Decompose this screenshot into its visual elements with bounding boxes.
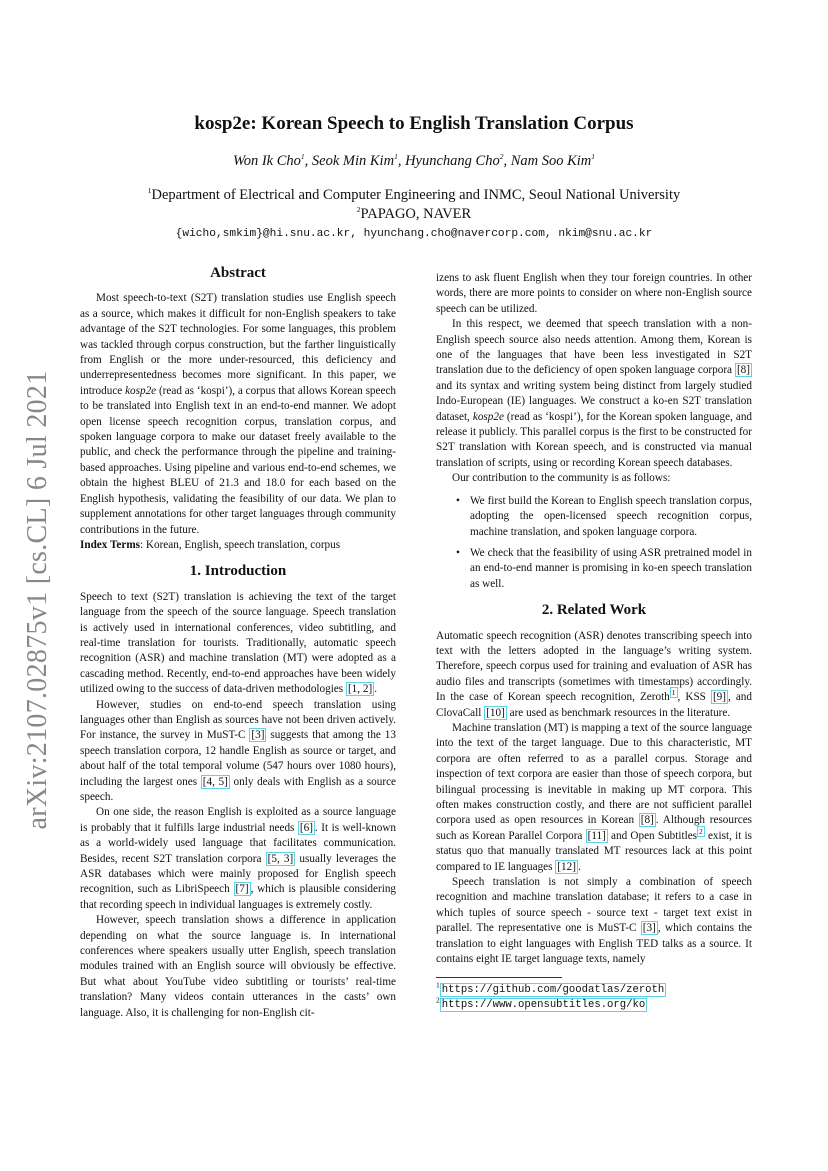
citation-link[interactable]: [5, 3] — [267, 852, 294, 865]
intro-paragraph: However, speech translation shows a difference in application depending on what the source language is. In international conferences where speakers usually utter English, speech translation modules trained with an English source will obviously be effective. But what about YouTube video subtitling or tourists’ real-time translation? Many videos contain utterances in the casts’ own language. Also, it is challenging for non-English cit- — [80, 914, 396, 1019]
citation-link[interactable]: [8] — [736, 364, 750, 377]
author-name: Seok Min Kim — [311, 153, 395, 169]
intro-paragraph: Our contribution to the community is as follows: — [452, 472, 671, 485]
related-work-heading: 2. Related Work — [541, 602, 647, 619]
author-emails: {wicho,smkim}@hi.snu.ac.kr, hyunchang.cho@navercorp.com, nkim@snu.ac.kr — [175, 228, 653, 240]
intro-paragraph: On one side, the reason English is exploited as a source language is probably that it fulfills large industrial needs [6] . It is well-known as a world-widely used language that facilitates communication. Besides, recent S2T translation corpora [5, 3] usually leverages the ASR databases which were mainly proposed for English speech recognition, such as LibriSpeech [7] , which is plausible considering that recording speech in individual languages is extremely costly. — [80, 806, 397, 911]
citation-link[interactable]: [10] — [486, 706, 505, 719]
paper-title: kosp2e: Korean Speech to English Translation Corpus — [194, 113, 634, 134]
citation-link[interactable]: [12] — [557, 860, 576, 873]
affiliation-1: Department of Electrical and Computer Engineering and INMC, Seoul National University — [151, 187, 681, 203]
index-terms: Index Terms: Korean, English, speech translation, corpus — [80, 538, 341, 551]
introduction-heading: 1. Introduction — [189, 563, 287, 580]
intro-paragraph: izens to ask fluent English when they tour foreign countries. In other words, there are more points to consider on where non-English source speech can be utilized. — [436, 272, 752, 315]
affiliations: $^1$Department of Electrical and Computer Engineering and INMC, Seoul National University $^2$PAPAGO, NAVER — [147, 186, 681, 222]
contribution-list — [436, 494, 752, 592]
arxiv-side-identifier: arXiv:2107.02875v1 [cs.CL] 6 Jul 2021 — [22, 370, 53, 830]
citation-link[interactable]: [9] — [712, 691, 726, 704]
left-column — [80, 266, 396, 1021]
author-list: Won Ik Cho$^1$, Seok Min Kim$^1$, Hyunchang Cho$^2$, Nam Soo Kim$^1$ — [232, 152, 596, 169]
citation-link[interactable]: [4, 5] — [202, 775, 228, 788]
footnote-2: $^2$ https://www.opensubtitles.org/ko — [436, 995, 646, 1012]
intro-paragraph: In this respect, we deemed that speech translation with a non-English speech source also needs attention. Among them, Korean is one of the languages that have been less investigated in S2T translation due to the deficiency of open spoken language corpora [8] and its syntax and writing system being distinct from largely studied Indo-European (IE) languages. We construct a ko-en S2T translation dataset, kosp2e (read as ‘kospi’), for the Korean spoken language, and release it publicly. This parallel corpus is the first to be constructed for S2T translation with Korean speech, and is constructed via manual translation of scripts, using or recording Korean speech databases. — [436, 318, 753, 469]
citation-link[interactable]: [3] — [642, 922, 656, 935]
related-paragraph: Machine translation (MT) is mapping a text of the source language into the text of the target language. Due to this characteristic, MT corpora are often referred to as a parallel corpus. Storage and inspection of text corpora are easier than those of speech corpora, but bilingual processing is inevitable in making up MT corpora. This often makes construction costly, and there are not sufficient parallel corpora used as open resources in Korean [8] . Although resources such as Korean Parallel Corpora [11] and Open Subtitles $^2$ exist, it is status quo that manually translated MT resources lack at this point compared to IE languages [12] . — [436, 721, 753, 873]
citation-link[interactable]: [3] — [251, 729, 265, 742]
intro-paragraph: Speech to text (S2T) translation is achieving the text of the target language from the speech of the source language. Speech translation is actively used in international conferences, video subtitling, and real-time translation for tourists. Traditionally, automatic speech recognition (ASR) and machine translation (MT) were adopted as a cascading method. Recently, end-to-end approaches have been widely utilized owing to the success of data-driven methodologies [1, 2] . — [80, 590, 396, 696]
citation-link[interactable]: [11] — [587, 829, 606, 842]
abstract-heading: Abstract — [210, 265, 266, 281]
footnote-divider — [436, 977, 562, 978]
citation-link[interactable]: [8] — [640, 814, 654, 827]
author-name: Won Ik Cho — [232, 153, 301, 169]
right-column — [436, 271, 752, 1012]
author-name: Nam Soo Kim — [510, 153, 592, 169]
footnote-url[interactable]: https://github.com/goodatlas/zeroth — [441, 984, 665, 997]
author-name: Hyunchang Cho — [405, 153, 500, 169]
affiliation-2: PAPAGO, NAVER — [360, 206, 472, 222]
footnote-url[interactable]: https://www.opensubtitles.org/ko — [441, 999, 646, 1012]
footnote-link[interactable]: 1 — [671, 688, 676, 698]
list-item: • We check that the feasibility of using ASR pretrained model in an end-to-end manner is promising in ko-en speech translation as well. — [456, 546, 752, 592]
footnote-1: $^1$ https://github.com/goodatlas/zeroth — [436, 980, 665, 997]
citation-link[interactable]: [1, 2] — [347, 683, 373, 696]
abstract-text: Most speech-to-text (S2T) translation studies use English speech as a source, which makes it difficult for non-English speakers to take advantage of the S2T technologies. For some languages, this problem was tackled through corpus construction, but the farther linguistically from English or the more under-resourced, this deficiency and underrepresentedness becomes more significant. In this paper, we introduce kosp2e (read as ‘kospi’), a corpus that allows Korean speech to be translated into English text in an end-to-end manner. We adopt open license speech recognition corpus, translation corpus, and spoken language corpora to make our dataset freely available to the public, and check the performance through the pipeline and training-based approaches. Using pipeline and various end-to-end schemes, we obtain the highest BLEU of 21.3 and 18.0 for each based on the English hypothesis, validating the feasibility of our data. We plan to supplement annotations for other target languages through community contributions in the future. — [80, 292, 397, 536]
list-item: • We first build the Korean to English speech translation corpus, adopting the open-licensed speech recognition corpus, machine translation, and spoken language corpora. — [456, 494, 752, 540]
citation-link[interactable]: [6] — [299, 821, 313, 834]
related-paragraph: Automatic speech recognition (ASR) denotes transcribing speech into text with the letters adopted in the language’s writing system. Therefore, speech corpus used for training and evaluation of ASR has audio files and transcripts (sometimes with timestamps) accordingly. In the case of Korean speech recognition, Zeroth $^1$ , KSS [9] , and ClovaCall [10] are used as benchmark resources in the literature. — [436, 629, 752, 719]
citation-link[interactable]: [7] — [235, 883, 249, 896]
intro-paragraph: However, studies on end-to-end speech translation using languages other than English as sources have not been driven actively. For instance, the survey in MuST-C [3] suggests that among the 13 speech translation corpora, 12 handle English as source or target, and about half of the total temporal volume (547 hours over 1080 hours), including the largest ones [4, 5] only deals with English as a source speech. — [80, 698, 396, 803]
footnote-link[interactable]: 2 — [699, 827, 703, 837]
related-paragraph: Speech translation is not simply a combination of speech recognition and machine translation database; it refers to a case in which tuples of source speech - source text - target text exist in parallel. The representative one is MuST-C [3] , which contains the translation to eight languages with English TED talks as a source. It contains eight IE target language texts, namely — [436, 876, 753, 966]
